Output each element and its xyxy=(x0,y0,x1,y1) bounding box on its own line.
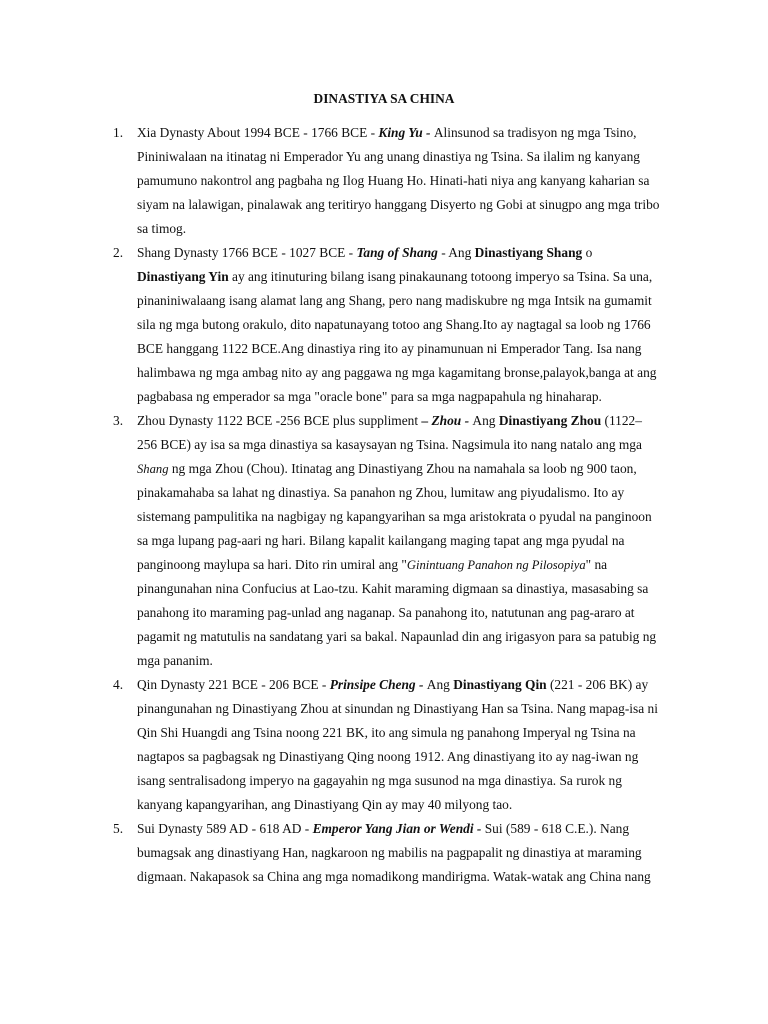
text-segment: Dinastiyang Yin xyxy=(137,269,229,284)
text-segment: Zhou Dynasty 1122 BCE -256 BCE plus suppliment xyxy=(137,413,422,428)
text-segment: Xia Dynasty About 1994 BCE - 1766 BCE - xyxy=(137,125,379,140)
list-item-number: 1. xyxy=(113,125,124,140)
text-segment: sistemang pampulitika na nagbigay ng kapangyarihan sa mga aristokrata o pyudal na panginoon xyxy=(137,509,652,524)
text-segment: - Ang xyxy=(437,245,475,260)
text-segment: Qin Dynasty 221 BCE - 206 BCE - xyxy=(137,677,330,692)
text-line xyxy=(137,241,768,265)
text-line xyxy=(137,769,768,793)
text-segment: " na xyxy=(585,557,608,572)
text-segment: Qin Shi Huangdi ang Tsina noong 221 BK, ito ang simula ng panahong Imperyal ng Tsina na xyxy=(137,725,636,740)
text-segment: – Zhou - xyxy=(421,413,473,428)
dynasty-list xyxy=(0,121,768,889)
text-segment: panahong ito maraming pag-unlad ang naganap. Sa panahong ito, natutunan ang pag-araro at xyxy=(137,605,635,620)
text-segment: Ang xyxy=(472,413,499,428)
text-segment: (221 - 206 BK) ay xyxy=(546,677,649,692)
text-line xyxy=(137,337,768,361)
text-segment: ng mga Zhou (Chou). Itinatag ang Dinastiyang Zhou na namahala sa loob ng 900 taon, xyxy=(168,461,637,476)
text-segment: sila ng mga butong orakulo, dito napatunayang totoo ang Shang.Ito ay nagtagal sa loob ng 1766 xyxy=(137,317,651,332)
text-segment: (1122– xyxy=(601,413,642,428)
text-line xyxy=(137,697,768,721)
text-line xyxy=(137,721,768,745)
list-item xyxy=(0,241,768,409)
document-title: DINASTIYA SA CHINA xyxy=(313,91,455,106)
text-line xyxy=(137,289,768,313)
text-segment: panginoong maylupa sa hari. Dito rin umiral ang " xyxy=(137,557,407,572)
text-line xyxy=(137,649,768,673)
text-segment: Dinastiyang Qin xyxy=(453,677,547,692)
list-item xyxy=(0,121,768,241)
text-segment: pagbabasa ng emperador sa mga "oracle bone" para sa mga nagpapahula ng hinaharap. xyxy=(137,389,602,404)
list-item xyxy=(0,673,768,817)
text-segment: Emperor Yang Jian or Wendi - xyxy=(312,821,485,836)
text-segment: digmaan. Nakapasok sa China ang mga nomadikong mandirigma. Watak-watak ang China nang xyxy=(137,869,651,884)
text-line xyxy=(137,553,768,577)
text-line xyxy=(137,121,768,145)
text-line xyxy=(137,841,768,865)
text-line xyxy=(137,169,768,193)
text-segment: Shang xyxy=(137,462,169,476)
text-segment: pagamit ng matutulis na sandatang yari sa bakal. Napaunlad din ang irigasyon para sa patubig ng xyxy=(137,629,657,644)
text-segment: isang sentralisadong imperyo na gagayahin ng mga susunod na mga dinastiya. Sa rurok ng xyxy=(137,773,622,788)
text-line xyxy=(137,409,768,433)
text-segment: siyam na lalawigan, pinalawak ang teritiryo hanggang Disyerto ng Gobi at sinugpo ang mga tribo xyxy=(137,197,660,212)
text-line xyxy=(137,457,768,481)
list-item xyxy=(0,409,768,673)
list-item-number: 3. xyxy=(113,413,124,428)
text-segment: bumagsak ang dinastiyang Han, nagkaroon ng mabilis na pagpapalit ng dinastiya at maraming xyxy=(137,845,642,860)
text-line xyxy=(137,529,768,553)
text-segment: Ginintuang Panahon ng Pilosopiya xyxy=(406,558,586,572)
text-segment: Tang of Shang xyxy=(356,245,438,260)
text-line xyxy=(137,385,768,409)
text-segment: Sui Dynasty 589 AD - 618 AD - xyxy=(137,821,313,836)
list-item xyxy=(0,817,768,889)
text-segment: sa mga lupang pag-aari ng hari. Bilang kapalit kailangang maging tapat ang mga pyudal na xyxy=(137,533,625,548)
text-line xyxy=(137,577,768,601)
text-segment: mga pananim. xyxy=(137,653,213,668)
text-line xyxy=(137,793,768,817)
text-line xyxy=(137,481,768,505)
text-line xyxy=(137,817,768,841)
text-line xyxy=(137,865,768,889)
text-segment: Prinsipe Cheng - xyxy=(329,677,427,692)
text-segment: sa timog. xyxy=(137,221,187,236)
text-line xyxy=(137,625,768,649)
text-segment: pinaniniwalaang isang alamat lang ang Shang, pero nang madiskubre ng mga Intsik na gumamit xyxy=(137,293,652,308)
text-segment: Alinsunod sa tradisyon ng mga Tsino, xyxy=(433,125,637,140)
text-line xyxy=(137,505,768,529)
text-segment: pamumuno nakontrol ang pagbaha ng Ilog Huang Ho. Hinati-hati niya ang kanyang kaharian sa xyxy=(137,173,650,188)
text-segment: o xyxy=(582,245,593,260)
text-line xyxy=(137,673,768,697)
list-item-number: 5. xyxy=(113,821,124,836)
text-line xyxy=(137,217,768,241)
text-segment: ay ang itinuturing bilang isang pinakaunang totoong imperyo sa Tsina. Sa una, xyxy=(228,269,653,284)
text-line xyxy=(137,265,768,289)
text-segment: Dinastiyang Shang xyxy=(474,245,583,260)
text-line xyxy=(137,745,768,769)
text-segment: Pininiwalaan na itinatag ni Emperador Yu ang unang dinastiya ng Tsina. Sa ilalim ng kanyang xyxy=(137,149,640,164)
text-segment: Ang xyxy=(426,677,454,692)
text-segment: Sui (589 - 618 C.E.). Nang xyxy=(484,821,630,836)
text-segment: kanyang kapangyarihan, ang Dinastiyang Qin ay may 40 milyong tao. xyxy=(137,797,513,812)
text-segment: pinangunahan ng Dinastiyang Zhou at sinundan ng Dinastiyang Han sa Tsina. Nang mapag-isa ni xyxy=(137,701,658,716)
text-segment: halimbawa ng mga ambag nito ay ang paggawa ng mga kagamitang bronse,palayok,banga at ang xyxy=(137,365,657,380)
text-line xyxy=(137,361,768,385)
text-segment: BCE hanggang 1122 BCE.Ang dinastiya ring ito ay pinamunuan ni Emperador Tang. Isa nang xyxy=(137,341,642,356)
text-segment: 256 BCE) ay isa sa mga dinastiya sa kasaysayan ng Tsina. Nagsimula ito nang natalo ang mga xyxy=(137,437,642,452)
text-line xyxy=(137,601,768,625)
list-item-number: 2. xyxy=(113,245,124,260)
list-item-number: 4. xyxy=(113,677,124,692)
text-segment: Shang Dynasty 1766 BCE - 1027 BCE - xyxy=(137,245,357,260)
text-line xyxy=(137,145,768,169)
text-segment: Dinastiyang Zhou xyxy=(498,413,602,428)
text-segment: pinangunahan nina Confucius at Lao-tzu. Kahit maraming digmaan sa dinastiya, masasabing sa xyxy=(137,581,649,596)
text-line xyxy=(137,193,768,217)
text-segment: pinakamahaba sa lahat ng dinastiya. Sa panahon ng Zhou, lumitaw ang piyudalismo. Ito ay xyxy=(137,485,625,500)
text-line xyxy=(137,313,768,337)
text-line xyxy=(137,433,768,457)
text-segment: nagtapos sa pagbagsak ng Dinastiyang Qing noong 1912. Ang dinastiyang ito ay nag-iwan ng xyxy=(137,749,639,764)
text-segment: King Yu - xyxy=(378,125,434,140)
